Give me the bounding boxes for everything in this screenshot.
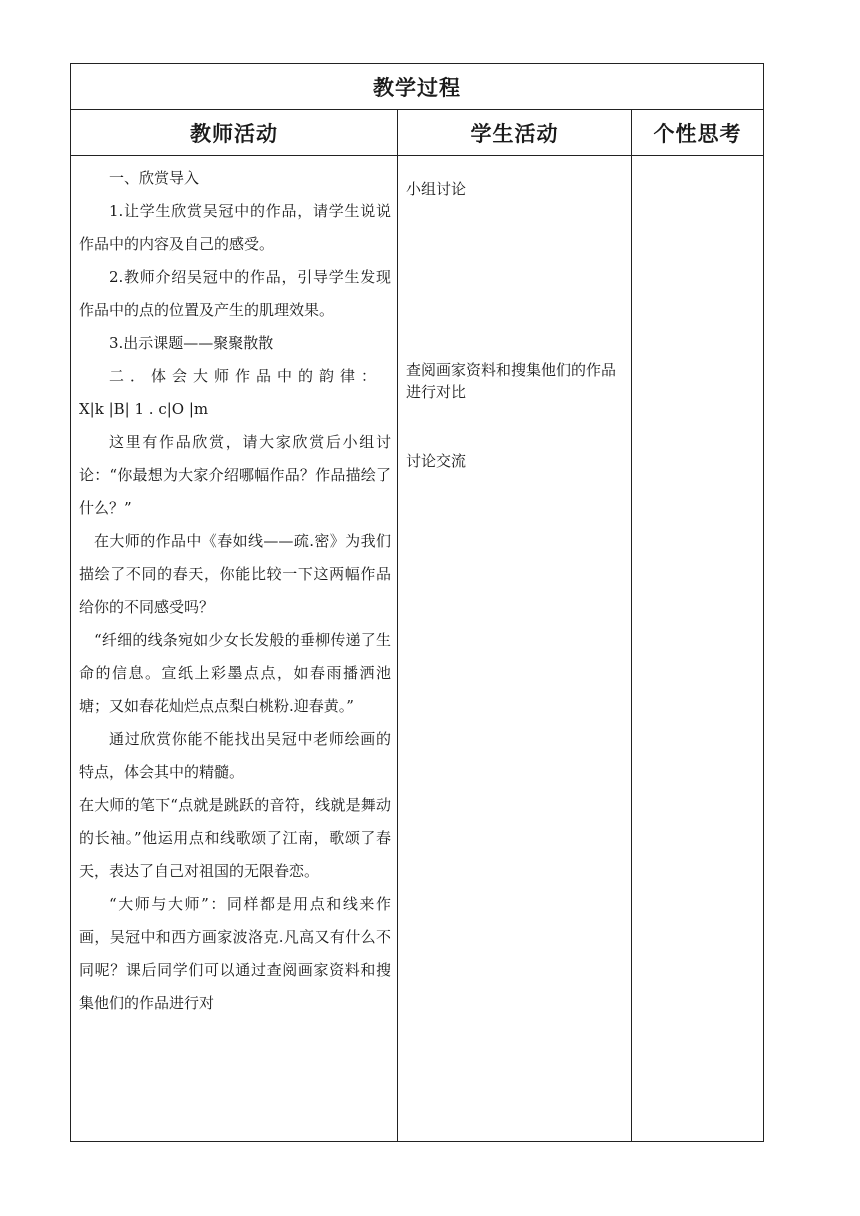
header-student-activity: 学生活动	[398, 110, 632, 156]
personal-reflection-cell	[632, 156, 764, 1142]
header-personal-reflection: 个性思考	[632, 110, 764, 156]
teacher-master-quote: 在大师的笔下“点就是跳跃的音符，线就是舞动的长袖。”他运用点和线歌颂了江南，歌颂了春天，表达了自己对祖国的无限眷恋。	[79, 796, 391, 880]
teacher-activity-cell	[71, 156, 398, 1142]
teacher-master-compare: “大师与大师”：同样都是用点和线来作画，吴冠中和西方画家波洛克.凡高又有什么不同呢？课后同学们可以通过查阅画家资料和搜集他们的作品进行对	[79, 895, 391, 1012]
section-heading-intro: 一、欣赏导入	[109, 169, 200, 187]
table-title: 教学过程	[71, 64, 764, 110]
section-heading-rhythm: 二．体会大师作品中的韵律：	[109, 367, 383, 385]
teaching-process-table	[70, 63, 764, 1142]
teacher-quote: “纤细的线条宛如少女长发般的垂柳传递了生命的信息。宣纸上彩墨点点，如春雨播洒池塘；又如春花灿烂点点梨白桃粉.迎春黄。”	[79, 631, 391, 715]
teacher-step-1: 1.让学生欣赏吴冠中的作品，请学生说说作品中的内容及自己的感受。	[79, 202, 391, 253]
student-activity-exchange: 讨论交流	[406, 452, 467, 470]
student-activity-group-discussion: 小组讨论	[406, 180, 467, 198]
header-teacher-activity: 教师活动	[71, 110, 398, 156]
teacher-feature-prompt: 通过欣赏你能不能找出吴冠中老师绘画的特点，体会其中的精髓。	[79, 730, 391, 781]
teacher-step-2: 2.教师介绍吴冠中的作品，引导学生发现作品中的点的位置及产生的肌理效果。	[79, 268, 391, 319]
watermark-text: X|k |B| 1 . c|O |m	[79, 400, 209, 418]
teacher-compare-prompt: 在大师的作品中《春如线——疏.密》为我们描绘了不同的春天，你能比较一下这两幅作品给你的不同感受吗？	[79, 532, 391, 616]
teacher-discussion-prompt: 这里有作品欣赏，请大家欣赏后小组讨论：“你最想为大家介绍哪幅作品？作品描绘了什么？”	[79, 433, 391, 517]
student-activity-cell	[398, 156, 632, 1142]
teacher-step-3: 3.出示课题——聚聚散散	[109, 334, 274, 352]
student-activity-research: 查阅画家资料和搜集他们的作品进行对比	[406, 361, 617, 401]
